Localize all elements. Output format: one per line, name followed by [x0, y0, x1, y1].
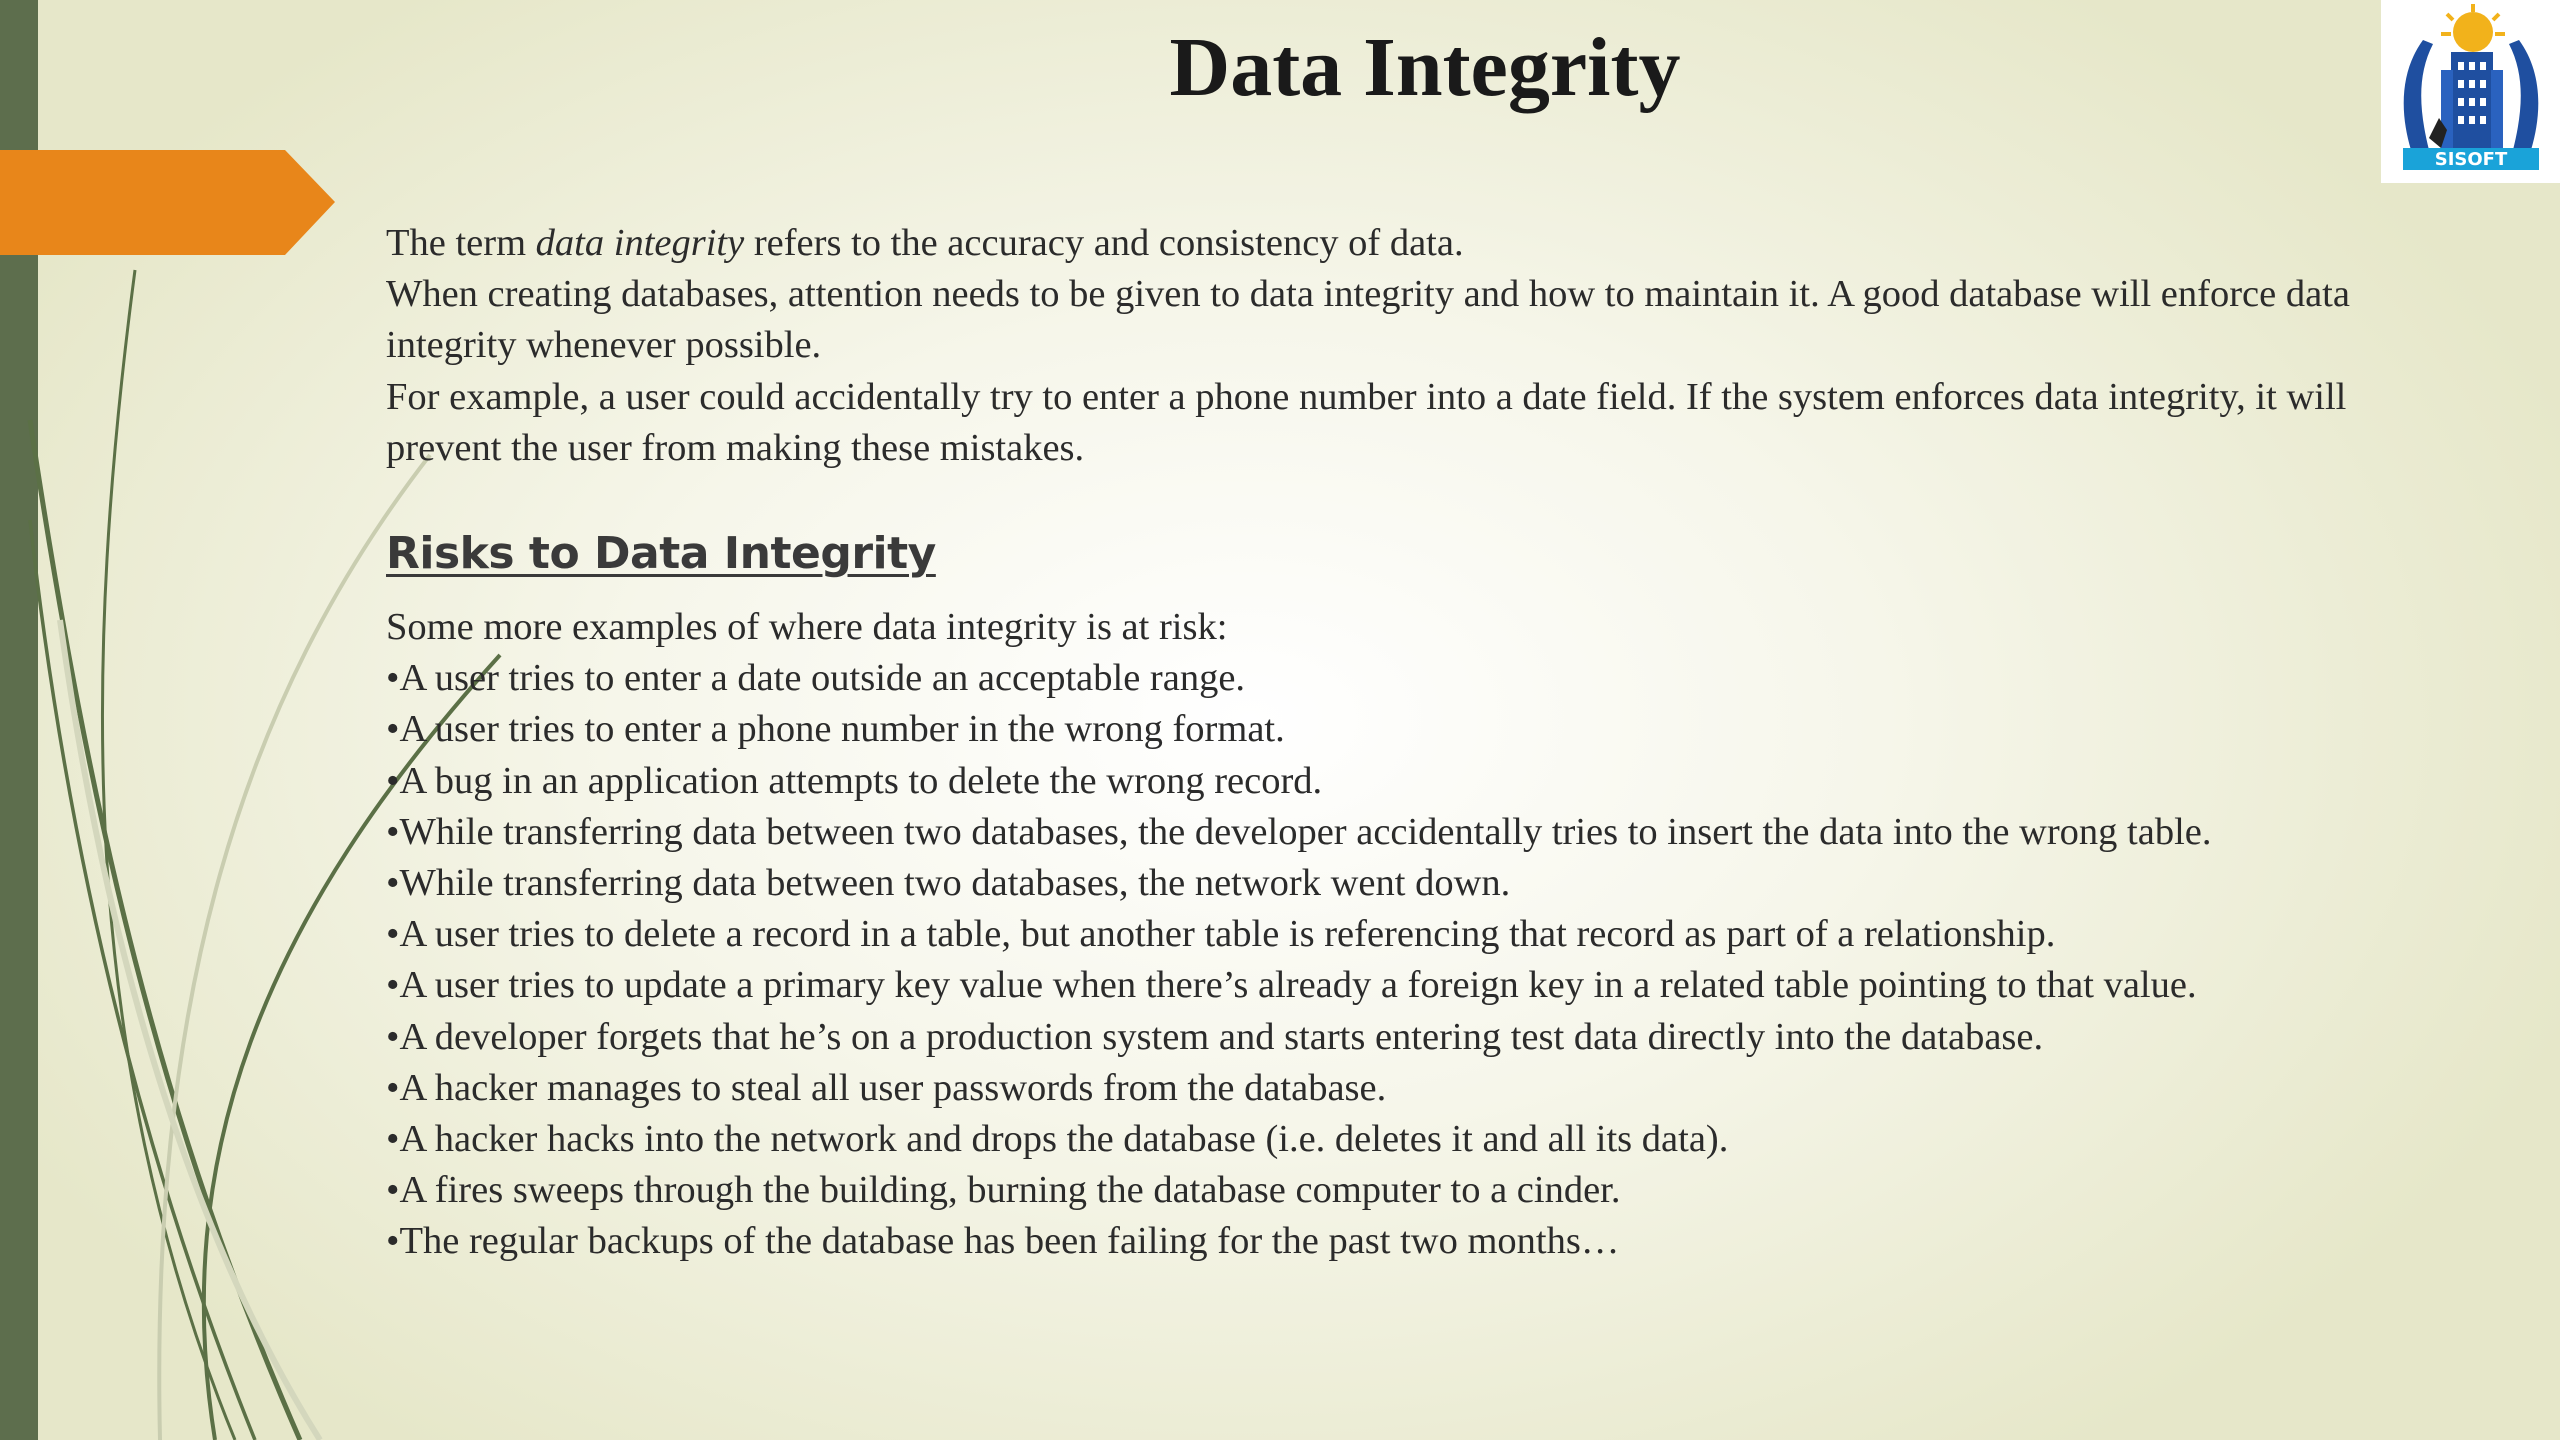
risk-item: •A developer forgets that he’s on a production system and starts entering test data directly into the database. [386, 1015, 2044, 1058]
orange-arrow-tab [0, 150, 335, 255]
intro-paragraph-3: For example, a user could accidentally try to enter a phone number into a date field. If the system enforces data integrity, it will prevent the user from making these mistakes. [386, 375, 2347, 469]
intro-text-before: The term [386, 222, 536, 264]
slide-title: Data Integrity [1169, 21, 1681, 114]
risk-item: •The regular backups of the database has been failing for the past two months… [386, 1220, 1620, 1263]
intro-text [386, 218, 2386, 474]
risk-item: •While transferring data between two databases, the developer accidentally tries to insert the data into the wrong table. [386, 810, 2212, 853]
logo-text: SISOFT [2434, 149, 2508, 170]
risk-item: •A user tries to update a primary key value when there’s already a foreign key in a related table pointing to that value. [386, 964, 2197, 1007]
risks-heading: Risks to Data Integrity [386, 528, 936, 579]
intro-text-after: refers to the accuracy and consistency of data. [744, 222, 1464, 264]
intro-paragraph-1 [386, 218, 2386, 269]
risk-item: •A user tries to enter a phone number in the wrong format. [386, 708, 1285, 751]
risk-item: •A hacker hacks into the network and drops the database (i.e. deletes it and all its data). [386, 1118, 1729, 1161]
risk-item: •While transferring data between two databases, the network went down. [386, 862, 1511, 905]
risk-item: •A user tries to enter a date outside an acceptable range. [386, 657, 1246, 700]
risk-item: •A user tries to delete a record in a table, but another table is referencing that record as part of a relationship. [386, 913, 2056, 956]
intro-paragraph-2: When creating databases, attention needs to be given to data integrity and how to maintain it. A good database will enforce data integrity whenever possible. [386, 273, 2350, 367]
risks-intro: Some more examples of where data integrity is at risk: [386, 606, 1228, 648]
risks-list [386, 602, 2386, 1268]
risk-item: •A bug in an application attempts to delete the wrong record. [386, 759, 1323, 802]
risk-item: •A fires sweeps through the building, burning the database computer to a cinder. [386, 1169, 1621, 1212]
intro-emphasis: data integrity [535, 222, 745, 264]
risk-item: •A hacker manages to steal all user passwords from the database. [386, 1066, 1387, 1109]
